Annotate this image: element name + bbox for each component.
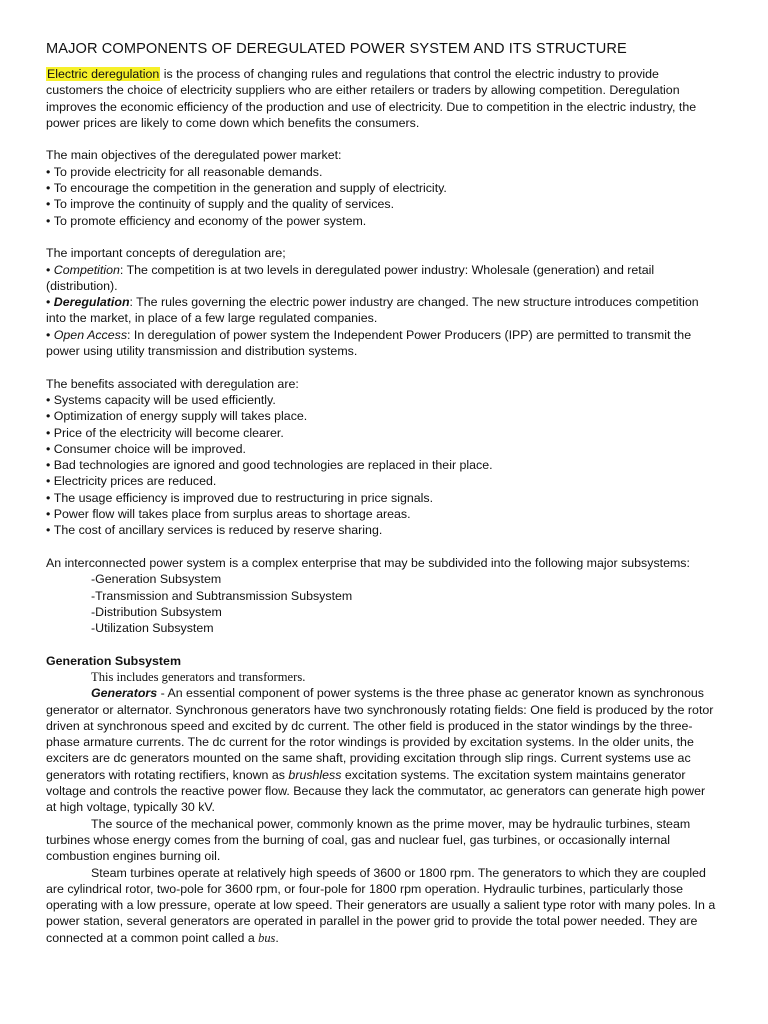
intro-text: is the process of changing rules and regulations that control the electric industry to provide customers the choice of electricity suppliers who are either retailers or traders by allowing competition. Deregulation improves the economic efficiency of the production and use of electricity. Due to competition in the electric industry, the power prices are likely to come down which benefits the consumers. (46, 67, 697, 130)
concept-item (46, 327, 716, 360)
objective-item: • To improve the continuity of supply and the quality of services. (46, 196, 716, 212)
benefit-item: • Price of the electricity will become clearer. (46, 425, 716, 441)
objective-item: • To provide electricity for all reasonable demands. (46, 164, 716, 180)
subsystem-item: -Distribution Subsystem (91, 604, 222, 619)
bus-term: bus (258, 930, 276, 945)
generators-term: Generators (91, 686, 158, 701)
benefits-heading: The benefits associated with deregulation are: (46, 376, 299, 391)
mechanical-power-paragraph: The source of the mechanical power, commonly known as the prime mover, may be hydraulic turbines, steam turbines whose energy comes from the burning of coal, gas and nuclear fuel, gas turbines, or occasionally internal combustion engines burning oil. (46, 816, 691, 864)
concept-text: : The rules governing the electric power industry are changed. The new structure introduces competition into the market, in place of a few large regulated companies. (46, 295, 699, 326)
generators-paragraph (46, 685, 716, 815)
document-title: MAJOR COMPONENTS OF DEREGULATED POWER SYSTEM AND ITS STRUCTURE (46, 41, 627, 57)
benefit-item: • Power flow will takes place from surplus areas to shortage areas. (46, 506, 716, 522)
benefit-item: • Consumer choice will be improved. (46, 441, 716, 457)
spacer (46, 359, 716, 375)
spacer (46, 636, 716, 652)
subsystem-item: -Transmission and Subtransmission Subsystem (91, 588, 353, 603)
intro-paragraph (46, 66, 716, 131)
spacer (46, 131, 716, 147)
generation-heading: Generation Subsystem (46, 653, 181, 668)
generation-serif-line: This includes generators and transformers. (91, 669, 306, 684)
spacer (46, 539, 716, 555)
generators-text: - An essential component of power systems is the three phase ac generator known as synchronous generator or alternator. Synchronous generators have two synchronously rotating fields: One field is produced by the rotor driven at synchronous speed and excited by dc current. The other field is produced in the stator windings by the three-phase armature currents. The dc current for the rotor windings is provided by excitation systems. In the older units, the exciters are dc generators mounted on the same shaft, providing excitation through slip rings. Current systems use ac generators with rotating rectifiers, known as (46, 686, 714, 782)
subsystem-item: -Generation Subsystem (91, 572, 222, 587)
generators-text-cont: excitation systems. The excitation system maintains generator voltage and controls the reactive power flow. Because they lack the commutator, ac generators can generate high power at high voltage, typically 30 kV. (46, 767, 706, 815)
objectives-heading: The main objectives of the deregulated power market: (46, 148, 342, 163)
benefit-item: • The cost of ancillary services is reduced by reserve sharing. (46, 522, 716, 538)
concept-term: Competition (53, 262, 120, 277)
concept-term: Deregulation (53, 295, 130, 310)
benefit-item: • The usage efficiency is improved due to restructuring in price signals. (46, 490, 716, 506)
highlighted-term: Electric deregulation (47, 67, 160, 81)
concept-item (46, 262, 716, 295)
spacer (46, 229, 716, 245)
document-content (46, 40, 716, 946)
benefit-item: • Bad technologies are ignored and good technologies are replaced in their place. (46, 457, 716, 473)
subsystems-intro: An interconnected power system is a complex enterprise that may be subdivided into the following major subsystems: (46, 555, 690, 570)
concept-text: : In deregulation of power system the Independent Power Producers (IPP) are permitted to transmit the power using utility transmission and distribution systems. (46, 327, 692, 359)
brushless-term: brushless (288, 767, 342, 782)
benefit-item: • Electricity prices are reduced. (46, 473, 716, 489)
benefit-item: • Optimization of energy supply will takes place. (46, 408, 716, 424)
steam-text: Steam turbines operate at relatively high speeds of 3600 or 1800 rpm. The generators to which they are coupled are cylindrical rotor, two-pole for 3600 rpm, or four-pole for 1800 rpm operation. Hydraulic turbines, particularly those operating with a low pressure, operate at low speed. Their generators are usually a salient type rotor with many poles. In a power station, several generators are operated in parallel in the power grid to provide the total power needed. They are connected at a common point called a (46, 865, 716, 945)
concept-item (46, 294, 716, 327)
bus-period: . (275, 930, 279, 945)
concepts-heading: The important concepts of deregulation are; (46, 246, 286, 261)
objective-item: • To promote efficiency and economy of the power system. (46, 213, 716, 229)
subsystem-item: -Utilization Subsystem (91, 621, 214, 636)
benefit-item: • Systems capacity will be used efficiently. (46, 392, 716, 408)
steam-turbines-paragraph (46, 865, 716, 946)
concept-text: : The competition is at two levels in deregulated power industry: Wholesale (generation) and retail (distribution). (46, 262, 655, 293)
objective-item: • To encourage the competition in the generation and supply of electricity. (46, 180, 716, 196)
concept-term: Open Access (53, 327, 128, 342)
